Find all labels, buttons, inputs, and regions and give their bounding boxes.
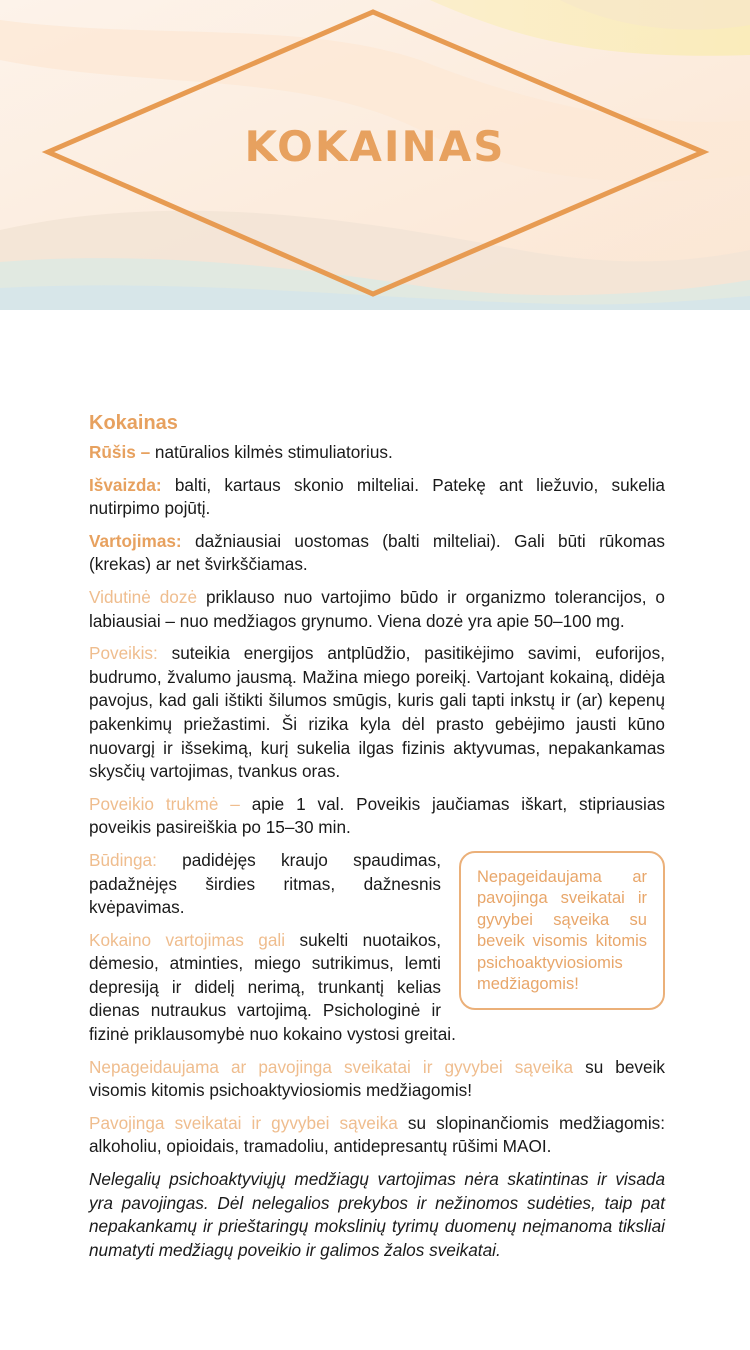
text-budinga: padidėjęs kraujo spaudimas, padažnėjęs širdies ritmas, dažnesnis kvėpavimas.: [89, 849, 441, 918]
paragraph-trukme: [89, 793, 665, 840]
text-isvaizda: balti, kartaus skonio milteliai. Patekę ant liežuvio, sukelia nutirpimo pojūtį.: [89, 474, 665, 519]
section-heading: Kokainas: [89, 412, 178, 434]
text-saveika1: su beveik visomis kitomis psichoaktyviosiomis medžiagomis!: [89, 1056, 665, 1101]
main-content: [89, 412, 665, 1271]
text-poveikis: suteikia energijos antplūdžio, pasitikėjimo savimi, euforijos, budrumo, žvalumo jausmą. Mažina miego poreikį. Vartojant kokainą, didėja pavojus, kad gali ištikti šilumos smūgis, kuris gali tapti inkstų ir (ar) kepenų pakenkimų priežastimi. Ši rizika kyla dėl prasto gebėjimo jausti kūno nuovargį ir išsekimą, kurį sukelia ilgas fizinis aktyvumas, nepakankamas skysčių vartojimas, tvankus oras.: [89, 643, 665, 782]
warning-callout: Nepageidaujama ar pavojinga sveikatai ir gyvybei sąveika su beveik visomis kitomis psichoaktyviosiomis medžiagomis!: [459, 851, 665, 1010]
label-vartojimas: Vartojimas:: [89, 530, 182, 551]
text-vartojimas: dažniausiai uostomas (balti milteliai). Gali būti rūkomas (krekas) ar net švirkščiamas.: [89, 530, 665, 575]
paragraph-rusis: [89, 441, 665, 465]
label-doze: Vidutinė dozė: [89, 586, 198, 607]
label-kokaino: Kokaino vartojimas gali: [89, 929, 286, 950]
label-saveika2: Pavojinga sveikatai ir gyvybei sąveika: [89, 1112, 398, 1133]
paragraph-isvaizda: [89, 474, 665, 521]
label-isvaizda: Išvaizda:: [89, 474, 162, 495]
paragraph-poveikis: [89, 642, 665, 784]
page-title: KOKAINAS: [244, 122, 506, 171]
paragraph-saveika2: [89, 1112, 665, 1159]
paragraph-saveika1: [89, 1056, 665, 1103]
text-trukme: apie 1 val. Poveikis jaučiamas iškart, stipriausias poveikis pasireiškia po 15–30 min.: [89, 793, 665, 838]
paragraph-vartojimas: [89, 530, 665, 577]
text-doze: priklauso nuo vartojimo būdo ir organizmo tolerancijos, o labiausiai – nuo medžiagos grynumo. Viena dozė yra apie 50–100 mg.: [89, 586, 665, 631]
text-kokaino: sukelti nuotaikos, dėmesio, atminties, miego sutrikimus, lemti depresiją ir didelį nerimą, trunkantį kelias dienas nutraukus vartojimą. Psichologinė ir fizinė priklausomybė nuo kokaino vystosi greitai.: [89, 929, 456, 1045]
text-rusis: natūralios kilmės stimuliatorius.: [150, 442, 393, 462]
label-budinga: Būdinga:: [89, 849, 157, 870]
label-saveika1: Nepageidaujama ar pavojinga sveikatai ir gyvybei sąveika: [89, 1056, 574, 1077]
text-saveika2: su slopinančiomis medžiagomis: alkoholiu, opioidais, tramadoliu, antidepresantų rūšimi MAOI.: [89, 1112, 666, 1157]
label-rusis: Rūšis –: [89, 442, 151, 462]
paragraph-doze: [89, 586, 665, 633]
label-poveikis: Poveikis:: [89, 643, 158, 664]
disclaimer-text: Nelegalių psichoaktyviųjų medžiagų vartojimas nėra skatintinas ir visada yra pavojingas. Dėl nelegalios prekybos ir nežinomos sudėties, taip pat nepakankamų ir prieštaringų mokslinių tyrimų duomenų neįmanoma tiksliai numatyti medžiagų poveikio ir galimos žalos sveikatai.: [89, 1169, 665, 1260]
label-trukme: Poveikio trukmė –: [89, 793, 240, 814]
header-banner: [0, 0, 750, 310]
